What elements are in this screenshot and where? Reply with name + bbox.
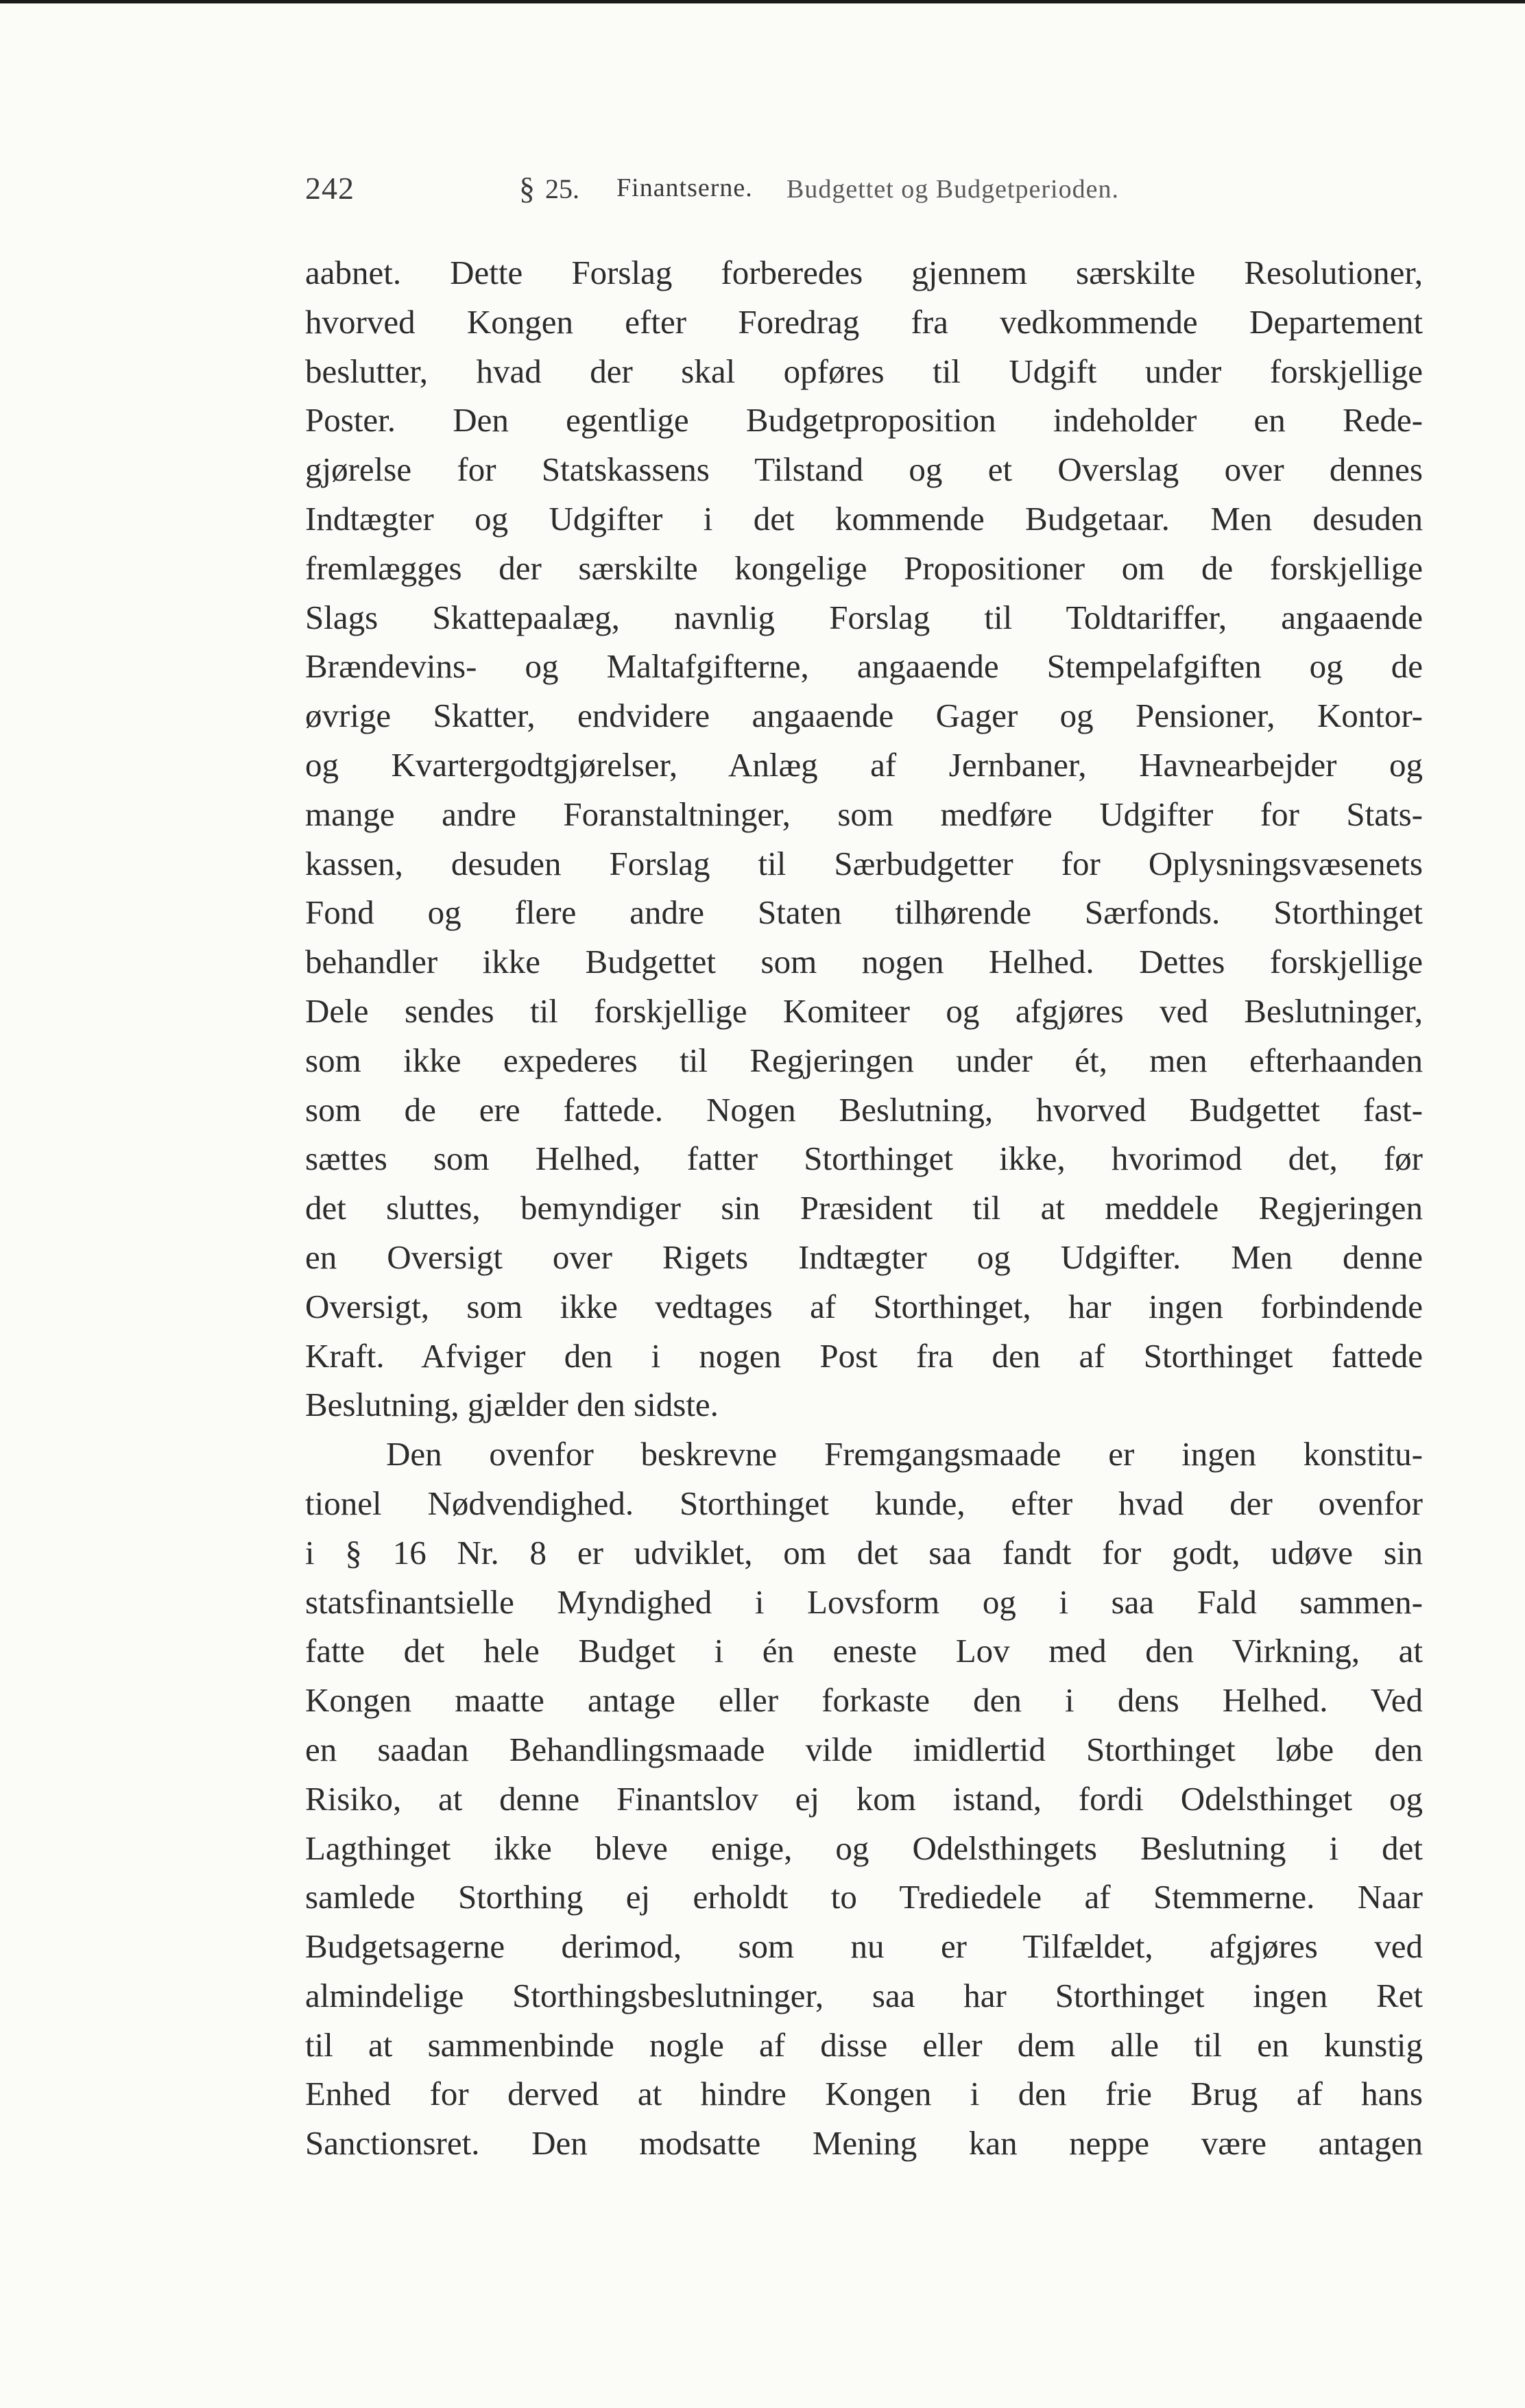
text-line: Dele sendes til forskjellige Komiteer og afgjøres ved Beslutninger, xyxy=(305,991,1423,1030)
text-line: Kongen maatte antage eller forkaste den i dens Helhed. Ved xyxy=(305,1681,1423,1720)
text-line: Budgetsagerne derimod, som nu er Tilfældet, afgjøres ved xyxy=(305,1927,1423,1966)
text-line: som de ere fattede. Nogen Beslutning, hvorved Budgettet fast- xyxy=(305,1090,1423,1129)
text-line: Fond og flere andre Staten tilhørende Særfonds. Storthinget xyxy=(305,893,1423,932)
section-sign: § xyxy=(519,171,535,206)
text-line: og Kvartergodtgjørelser, Anlæg af Jernbaner, Havnearbejder og xyxy=(305,745,1423,784)
header-title: Finantserne. xyxy=(616,173,753,202)
text-line: mange andre Foranstaltninger, som medføre Udgifter for Stats- xyxy=(305,795,1423,833)
body-text xyxy=(305,248,1423,2168)
text-line: en Oversigt over Rigets Indtægter og Udgifter. Men denne xyxy=(305,1238,1423,1276)
text-line: almindelige Storthingsbeslutninger, saa har Storthinget ingen Ret xyxy=(305,1976,1423,2014)
text-line: Indtægter og Udgifter i det kommende Budgetaar. Men desuden xyxy=(305,499,1423,538)
text-line: behandler ikke Budgettet som nogen Helhed. Dettes forskjellige xyxy=(305,943,1423,981)
section-number: 25. xyxy=(545,173,579,204)
text-line: Den ovenfor beskrevne Fremgangsmaade er ingen konstitu- xyxy=(386,1435,1423,1473)
text-line: øvrige Skatter, endvidere angaaende Gager og Pensioner, Kontor- xyxy=(305,697,1423,735)
text-line: fatte det hele Budget i én eneste Lov med den Virkning, at xyxy=(305,1632,1423,1670)
text-line: kassen, desuden Forslag til Særbudgetter for Oplysningsvæsenets xyxy=(305,844,1423,882)
text-line: statsfinantsielle Myndighed i Lovsform og i saa Fald sammen- xyxy=(305,1582,1423,1621)
text-line: Beslutning, gjælder den sidste. xyxy=(305,1386,719,1424)
header-subtitle: Budgettet og Budgetperioden. xyxy=(786,175,1119,204)
text-line: som ikke expederes til Regjeringen under ét, men efterhaanden xyxy=(305,1041,1423,1079)
text-line: Oversigt, som ikke vedtages af Storthinget, har ingen forbindende xyxy=(305,1287,1423,1325)
page-number: 242 xyxy=(305,171,355,206)
text-line: sættes som Helhed, fatter Storthinget ikke, hvorimod det, før xyxy=(305,1140,1423,1178)
text-line: i § 16 Nr. 8 er udviklet, om det saa fandt for godt, udøve sin xyxy=(305,1533,1423,1572)
text-line: en saadan Behandlingsmaade vilde imidlertid Storthinget løbe den xyxy=(305,1730,1423,1768)
scan-top-edge xyxy=(0,0,1525,3)
text-line: Slags Skattepaalæg, navnlig Forslag til Toldtariffer, angaaende xyxy=(305,598,1423,636)
text-line: tionel Nødvendighed. Storthinget kunde, efter hvad der ovenfor xyxy=(305,1484,1423,1522)
text-line: til at sammenbinde nogle af disse eller dem alle til en kunstig xyxy=(305,2025,1423,2064)
text-line: samlede Storthing ej erholdt to Trediedele af Stemmerne. Naar xyxy=(305,1878,1423,1916)
text-line: Enhed for derved at hindre Kongen i den frie Brug af hans xyxy=(305,2075,1423,2113)
text-line: aabnet. Dette Forslag forberedes gjennem særskilte Resolutioner, xyxy=(305,254,1423,291)
text-line: beslutter, hvad der skal opføres til Udgift under forskjellige xyxy=(305,352,1423,390)
text-line: Sanctionsret. Den modsatte Mening kan neppe være antagen xyxy=(305,2124,1423,2163)
text-line: det sluttes, bemyndiger sin Præsident til at meddele Regjeringen xyxy=(305,1189,1423,1227)
text-line: Risiko, at denne Finantslov ej kom istand, fordi Odelsthinget og xyxy=(305,1779,1423,1818)
text-line: hvorved Kongen efter Foredrag fra vedkommende Departement xyxy=(305,302,1423,341)
text-line: Kraft. Afviger den i nogen Post fra den af Storthinget fattede xyxy=(305,1336,1423,1375)
text-line: Brændevins- og Maltafgifterne, angaaende Stempelafgiften og de xyxy=(305,647,1423,686)
text-line: fremlægges der særskilte kongelige Propositioner om de forskjellige xyxy=(305,549,1423,587)
text-line: Poster. Den egentlige Budgetproposition indeholder en Rede- xyxy=(305,401,1423,440)
text-line: gjørelse for Statskassens Tilstand og et Overslag over dennes xyxy=(305,450,1423,489)
book-page xyxy=(305,158,1423,2163)
text-line: Lagthinget ikke bleve enige, og Odelsthingets Beslutning i det xyxy=(305,1829,1423,1867)
running-head xyxy=(305,158,1423,206)
